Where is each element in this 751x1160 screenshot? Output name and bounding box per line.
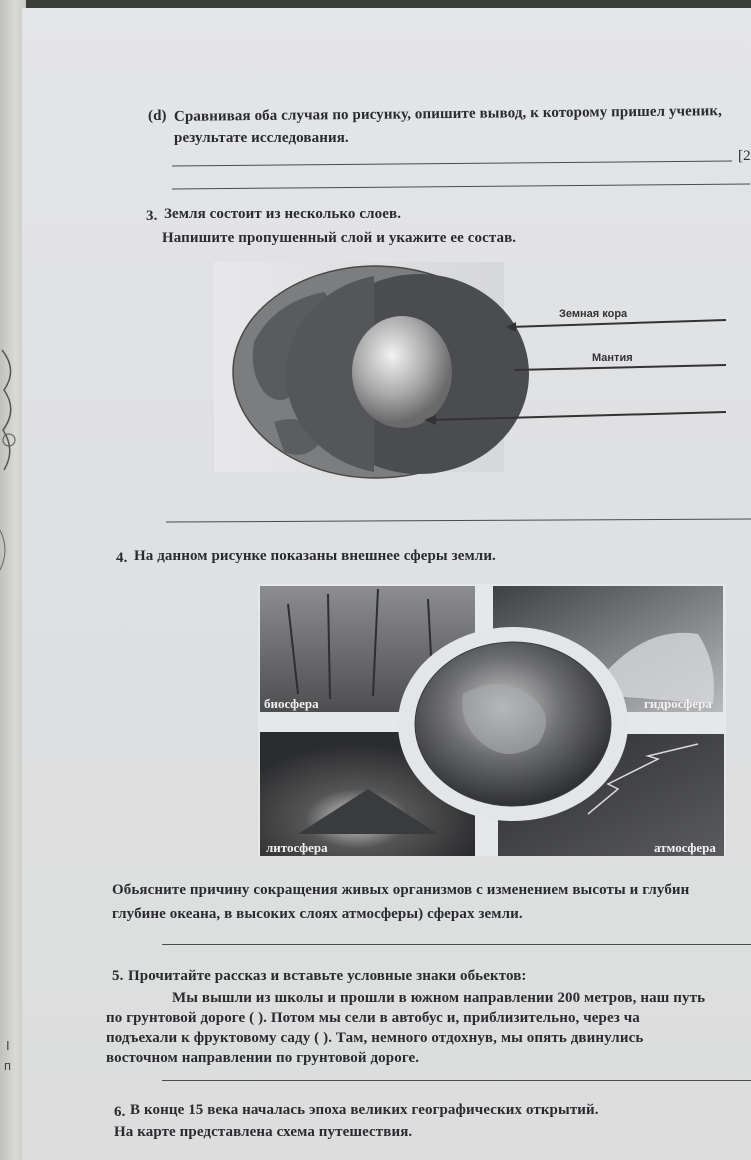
q5-story-line1: Мы вышли из школы и прошли в южном направлении 200 метров, наш путь — [172, 990, 706, 1006]
worksheet-page — [22, 8, 751, 1160]
q2d-label: (d) — [148, 108, 167, 124]
q2d-marks: [2 — [738, 148, 751, 164]
answer-line[interactable] — [172, 161, 732, 167]
q5-title: Прочитайте рассказ и вставьте условные знаки обьектов: — [128, 968, 527, 984]
label-biosphere: биосфера — [264, 696, 319, 711]
side-mark: п — [4, 1058, 12, 1073]
side-mark: I — [6, 1038, 10, 1053]
answer-line[interactable] — [166, 518, 751, 522]
label-atmosphere: атмосфера — [654, 840, 716, 855]
answer-line[interactable] — [162, 1080, 751, 1081]
earth-spheres-figure — [258, 584, 726, 856]
q6-text-line1: В конце 15 века началась эпоха великих географических открытий. — [130, 1102, 599, 1118]
q6-number: 6. — [114, 1104, 126, 1120]
q4-explain-line2: глубине океана, в высоких слоях атмосферы) сферах земли. — [112, 906, 523, 922]
q5-story-line3: подъехали к фруктовому саду ( ). Там, немного отдохнув, мы опять двинулись — [106, 1030, 644, 1046]
q5-number: 5. — [112, 968, 124, 984]
adjacent-page-ornament — [0, 330, 22, 630]
q2d-text-line1: Сравнивая оба случая по рисунку, опишите вывод, к которому пришел ученик, — [173, 103, 723, 125]
q3-number: 3. — [146, 208, 158, 224]
answer-line[interactable] — [162, 944, 751, 945]
q5-story-line4: восточном направлении по грунтовой дороге. — [106, 1050, 420, 1066]
q3-text-line1: Земля состоит из несколько слоев. — [164, 206, 402, 222]
label-hydrosphere: гидросфера — [644, 696, 712, 711]
q4-title: На данном рисунке показаны внешнее сферы земли. — [134, 548, 496, 564]
q4-number: 4. — [116, 550, 128, 566]
q4-explain-line1: Обьясните причину сокращения живых организмов с изменением высоты и глубин — [112, 882, 690, 898]
q5-story-line2: по грунтовой дороге ( ). Потом мы сели в автобус и, приблизительно, через ча — [106, 1010, 640, 1026]
answer-line[interactable] — [172, 183, 750, 189]
q3-text-line2: Напишите пропушенный слой и укажите ее состав. — [162, 230, 517, 246]
label-crust: Земная кора — [559, 308, 628, 320]
earth-layers-figure — [214, 262, 734, 494]
pointer-line-mantle — [514, 365, 726, 370]
label-mantle: Мантия — [592, 352, 633, 364]
q2d-text-line2: результате исследования. — [174, 130, 349, 146]
pointer-line-crust — [509, 320, 726, 327]
q6-text-line2: На карте представлена схема путешествия. — [114, 1124, 413, 1140]
earth-core — [352, 316, 452, 428]
label-lithosphere: литосфера — [266, 840, 328, 855]
